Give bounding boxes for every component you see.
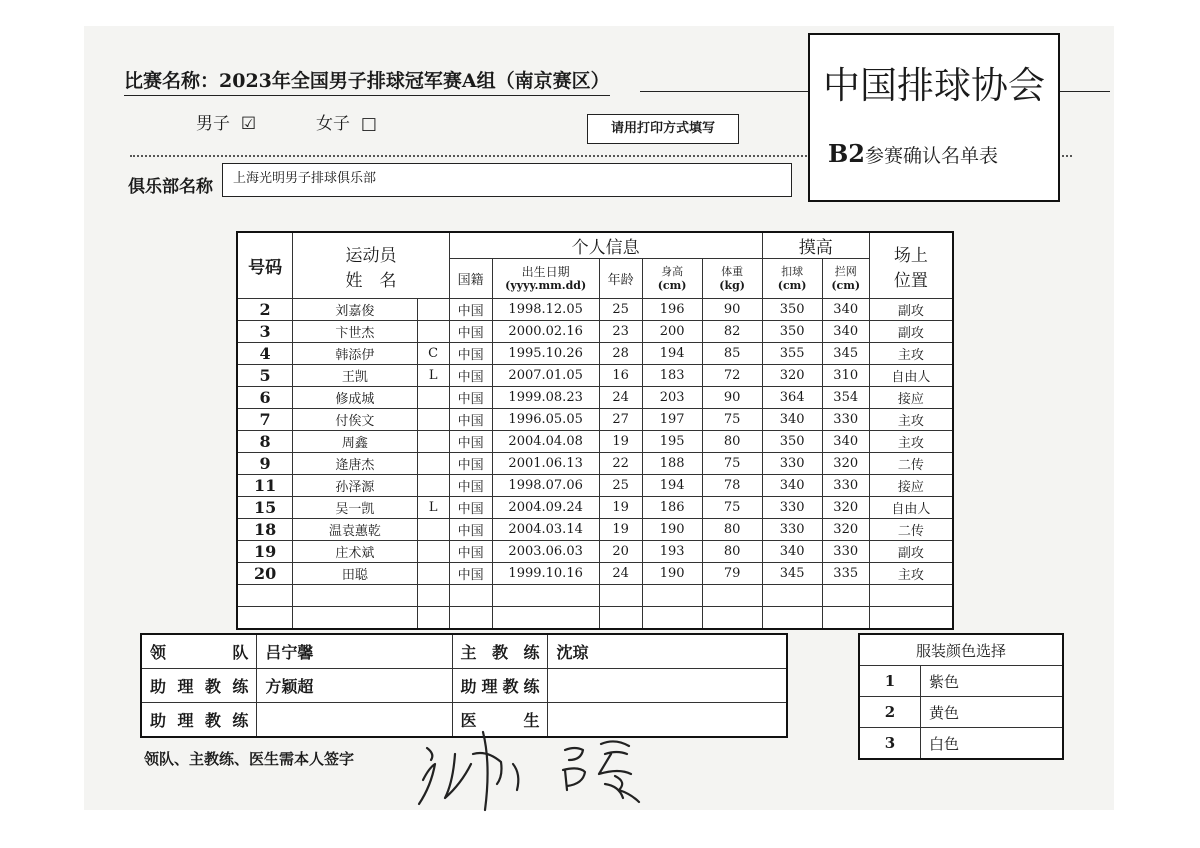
empty-cell bbox=[869, 607, 953, 630]
header-height bbox=[642, 259, 702, 299]
roster-body bbox=[237, 299, 953, 630]
row-nationality: 中国 bbox=[449, 431, 492, 453]
header-personal: 个人信息 bbox=[449, 232, 762, 259]
table-row bbox=[237, 563, 953, 585]
empty-cell bbox=[237, 607, 293, 630]
row-role bbox=[417, 409, 449, 431]
row-height: 195 bbox=[642, 431, 702, 453]
empty-cell bbox=[822, 585, 869, 607]
row-block-reach: 330 bbox=[822, 541, 869, 563]
uniform-option-color: 紫色 bbox=[921, 666, 1064, 697]
row-spike-reach: 350 bbox=[762, 299, 822, 321]
row-number: 4 bbox=[237, 343, 293, 365]
row-nationality: 中国 bbox=[449, 299, 492, 321]
row-name: 修成城 bbox=[293, 387, 417, 409]
row-number: 7 bbox=[237, 409, 293, 431]
row-weight: 75 bbox=[702, 409, 762, 431]
row-age: 16 bbox=[599, 365, 642, 387]
signature-stroke bbox=[419, 764, 435, 804]
empty-cell bbox=[822, 607, 869, 630]
row-birth-date: 1999.08.23 bbox=[492, 387, 599, 409]
header-weight bbox=[702, 259, 762, 299]
row-position: 副攻 bbox=[869, 299, 953, 321]
female-option bbox=[316, 109, 377, 134]
header-birth bbox=[492, 259, 599, 299]
signature-stroke bbox=[427, 748, 432, 760]
empty-cell bbox=[449, 585, 492, 607]
row-nationality: 中国 bbox=[449, 453, 492, 475]
row-birth-date: 1998.12.05 bbox=[492, 299, 599, 321]
row-number: 9 bbox=[237, 453, 293, 475]
club-name-field: 上海光明男子排球俱乐部 bbox=[222, 163, 792, 197]
row-birth-date: 2004.09.24 bbox=[492, 497, 599, 519]
row-nationality: 中国 bbox=[449, 409, 492, 431]
header-nationality: 国籍 bbox=[449, 259, 492, 299]
row-age: 25 bbox=[599, 475, 642, 497]
row-number: 20 bbox=[237, 563, 293, 585]
row-role bbox=[417, 541, 449, 563]
staff-table bbox=[140, 633, 788, 738]
row-number: 8 bbox=[237, 431, 293, 453]
header-athlete-line2: 姓 名 bbox=[345, 270, 397, 291]
uniform-option bbox=[859, 697, 1063, 728]
row-spike-reach: 340 bbox=[762, 541, 822, 563]
row-birth-date: 1995.10.26 bbox=[492, 343, 599, 365]
male-checkbox: ☑ bbox=[240, 114, 257, 134]
row-name: 庄术斌 bbox=[293, 541, 417, 563]
table-row bbox=[237, 497, 953, 519]
empty-cell bbox=[702, 585, 762, 607]
row-spike-reach: 320 bbox=[762, 365, 822, 387]
row-number: 5 bbox=[237, 365, 293, 387]
assistant-coach-label-3: 助理教练 bbox=[141, 703, 257, 738]
leader-label: 领 队 bbox=[141, 634, 257, 669]
row-role bbox=[417, 563, 449, 585]
row-role bbox=[417, 453, 449, 475]
row-position: 主攻 bbox=[869, 431, 953, 453]
row-height: 183 bbox=[642, 365, 702, 387]
uniform-option bbox=[859, 666, 1063, 697]
row-age: 20 bbox=[599, 541, 642, 563]
dotted-separator bbox=[130, 155, 810, 157]
club-label: 俱乐部名称 bbox=[128, 177, 213, 197]
row-name: 温袁蕙乾 bbox=[293, 519, 417, 541]
row-spike-reach: 340 bbox=[762, 409, 822, 431]
empty-cell bbox=[237, 585, 293, 607]
row-birth-date: 1998.07.06 bbox=[492, 475, 599, 497]
row-block-reach: 345 bbox=[822, 343, 869, 365]
header-birth-line1: 出生日期 bbox=[521, 264, 570, 279]
header-age: 年龄 bbox=[599, 259, 642, 299]
row-name: 卞世杰 bbox=[293, 321, 417, 343]
uniform-option bbox=[859, 728, 1063, 760]
row-role bbox=[417, 519, 449, 541]
row-name: 周鑫 bbox=[293, 431, 417, 453]
row-spike-reach: 330 bbox=[762, 453, 822, 475]
empty-cell bbox=[642, 585, 702, 607]
header-spike-line2: (cm) bbox=[777, 278, 807, 292]
row-birth-date: 2007.01.05 bbox=[492, 365, 599, 387]
signature-note: 领队、主教练、医生需本人签字 bbox=[144, 750, 355, 768]
row-birth-date: 1999.10.16 bbox=[492, 563, 599, 585]
header-position-line2: 位置 bbox=[893, 270, 928, 291]
row-name: 韩添伊 bbox=[293, 343, 417, 365]
header-number: 号码 bbox=[237, 232, 293, 299]
row-block-reach: 340 bbox=[822, 431, 869, 453]
row-nationality: 中国 bbox=[449, 475, 492, 497]
signature-stroke bbox=[565, 748, 583, 760]
row-name: 刘嘉俊 bbox=[293, 299, 417, 321]
handwritten-signatures bbox=[405, 724, 665, 812]
row-role bbox=[417, 431, 449, 453]
row-weight: 90 bbox=[702, 299, 762, 321]
form-code: B2 bbox=[828, 139, 865, 168]
header-birth-line2: (yyyy.mm.dd) bbox=[505, 278, 587, 292]
row-weight: 78 bbox=[702, 475, 762, 497]
competition-title bbox=[124, 66, 610, 96]
header-block-line2: (cm) bbox=[831, 278, 861, 292]
row-spike-reach: 330 bbox=[762, 519, 822, 541]
row-weight: 82 bbox=[702, 321, 762, 343]
empty-cell bbox=[293, 585, 417, 607]
row-role bbox=[417, 321, 449, 343]
signature-stroke bbox=[483, 732, 488, 810]
empty-cell bbox=[642, 607, 702, 630]
head-coach-value: 沈琼 bbox=[548, 634, 787, 669]
female-label: 女子 bbox=[316, 114, 350, 134]
row-nationality: 中国 bbox=[449, 497, 492, 519]
uniform-color-table bbox=[858, 633, 1064, 760]
row-block-reach: 340 bbox=[822, 299, 869, 321]
empty-row bbox=[237, 607, 953, 630]
header-position-line1: 场上 bbox=[893, 245, 928, 266]
assistant-coach-value-1: 方颖超 bbox=[257, 669, 452, 703]
row-birth-date: 2003.06.03 bbox=[492, 541, 599, 563]
row-age: 24 bbox=[599, 387, 642, 409]
competition-name: 2023年全国男子排球冠军赛A组（南京赛区） bbox=[219, 70, 610, 92]
empty-cell bbox=[449, 607, 492, 630]
row-spike-reach: 355 bbox=[762, 343, 822, 365]
row-name: 孙泽源 bbox=[293, 475, 417, 497]
row-position: 二传 bbox=[869, 519, 953, 541]
empty-cell bbox=[599, 607, 642, 630]
uniform-option-color: 白色 bbox=[921, 728, 1064, 760]
association-box bbox=[808, 33, 1060, 202]
assistant-coach-label-1: 助理教练 bbox=[141, 669, 257, 703]
row-block-reach: 310 bbox=[822, 365, 869, 387]
header-position bbox=[869, 232, 953, 299]
header-athlete bbox=[293, 232, 449, 299]
signature-stroke bbox=[563, 768, 585, 790]
header-weight-line1: 体重 bbox=[721, 264, 744, 278]
title-rule-right bbox=[1058, 91, 1110, 92]
row-block-reach: 330 bbox=[822, 409, 869, 431]
row-position: 副攻 bbox=[869, 321, 953, 343]
row-number: 2 bbox=[237, 299, 293, 321]
row-block-reach: 354 bbox=[822, 387, 869, 409]
row-height: 186 bbox=[642, 497, 702, 519]
row-weight: 72 bbox=[702, 365, 762, 387]
row-weight: 85 bbox=[702, 343, 762, 365]
empty-cell bbox=[417, 607, 449, 630]
row-weight: 80 bbox=[702, 519, 762, 541]
row-nationality: 中国 bbox=[449, 519, 492, 541]
row-nationality: 中国 bbox=[449, 321, 492, 343]
row-height: 190 bbox=[642, 563, 702, 585]
row-number: 15 bbox=[237, 497, 293, 519]
table-row bbox=[237, 453, 953, 475]
table-row bbox=[237, 519, 953, 541]
table-row bbox=[237, 409, 953, 431]
row-nationality: 中国 bbox=[449, 343, 492, 365]
empty-cell bbox=[492, 585, 599, 607]
assistant-coach-value-2 bbox=[548, 669, 787, 703]
header-block bbox=[822, 259, 869, 299]
row-birth-date: 1996.05.05 bbox=[492, 409, 599, 431]
empty-cell bbox=[293, 607, 417, 630]
row-weight: 75 bbox=[702, 497, 762, 519]
row-height: 194 bbox=[642, 475, 702, 497]
table-row bbox=[237, 299, 953, 321]
doctor-label: 医 生 bbox=[452, 703, 548, 738]
header-block-line1: 拦网 bbox=[834, 264, 857, 278]
male-option bbox=[196, 109, 256, 134]
row-weight: 75 bbox=[702, 453, 762, 475]
table-row bbox=[237, 365, 953, 387]
row-age: 28 bbox=[599, 343, 642, 365]
row-number: 11 bbox=[237, 475, 293, 497]
row-number: 19 bbox=[237, 541, 293, 563]
header-spike bbox=[762, 259, 822, 299]
row-height: 200 bbox=[642, 321, 702, 343]
header-spike-line1: 扣球 bbox=[781, 264, 804, 278]
header-athlete-line1: 运动员 bbox=[345, 245, 397, 266]
row-nationality: 中国 bbox=[449, 541, 492, 563]
empty-cell bbox=[762, 585, 822, 607]
row-role bbox=[417, 299, 449, 321]
row-weight: 79 bbox=[702, 563, 762, 585]
row-spike-reach: 345 bbox=[762, 563, 822, 585]
table-row bbox=[237, 321, 953, 343]
empty-row bbox=[237, 585, 953, 607]
uniform-option-color: 黄色 bbox=[921, 697, 1064, 728]
header-height-line1: 身高 bbox=[661, 264, 684, 278]
row-position: 主攻 bbox=[869, 563, 953, 585]
female-checkbox: □ bbox=[360, 114, 377, 134]
signature-stroke bbox=[513, 764, 518, 790]
empty-cell bbox=[702, 607, 762, 630]
row-spike-reach: 350 bbox=[762, 321, 822, 343]
row-name: 付俟文 bbox=[293, 409, 417, 431]
row-age: 23 bbox=[599, 321, 642, 343]
header-reach: 摸高 bbox=[762, 232, 869, 259]
print-note: 请用打印方式填写 bbox=[587, 114, 739, 144]
row-birth-date: 2001.06.13 bbox=[492, 453, 599, 475]
form-title bbox=[828, 139, 998, 168]
row-age: 19 bbox=[599, 519, 642, 541]
row-age: 19 bbox=[599, 497, 642, 519]
empty-cell bbox=[869, 585, 953, 607]
row-height: 193 bbox=[642, 541, 702, 563]
row-age: 24 bbox=[599, 563, 642, 585]
row-position: 接应 bbox=[869, 387, 953, 409]
row-number: 18 bbox=[237, 519, 293, 541]
row-position: 自由人 bbox=[869, 365, 953, 387]
row-height: 190 bbox=[642, 519, 702, 541]
empty-cell bbox=[599, 585, 642, 607]
header-height-line2: (cm) bbox=[657, 278, 687, 292]
row-height: 203 bbox=[642, 387, 702, 409]
assistant-coach-label-2: 助理教练 bbox=[452, 669, 548, 703]
row-block-reach: 320 bbox=[822, 497, 869, 519]
row-spike-reach: 340 bbox=[762, 475, 822, 497]
row-spike-reach: 364 bbox=[762, 387, 822, 409]
row-role: C bbox=[417, 343, 449, 365]
uniform-option-number: 1 bbox=[859, 666, 921, 697]
association-name: 中国排球协会 bbox=[823, 64, 1045, 107]
row-position: 主攻 bbox=[869, 409, 953, 431]
uniform-options bbox=[859, 666, 1063, 760]
uniform-title: 服装颜色选择 bbox=[859, 634, 1063, 666]
male-label: 男子 bbox=[196, 114, 230, 134]
row-block-reach: 330 bbox=[822, 475, 869, 497]
row-position: 接应 bbox=[869, 475, 953, 497]
row-age: 27 bbox=[599, 409, 642, 431]
uniform-option-number: 3 bbox=[859, 728, 921, 760]
table-row bbox=[237, 431, 953, 453]
row-role: L bbox=[417, 497, 449, 519]
row-height: 188 bbox=[642, 453, 702, 475]
row-name: 王凯 bbox=[293, 365, 417, 387]
row-nationality: 中国 bbox=[449, 387, 492, 409]
signature-stroke bbox=[445, 754, 471, 798]
row-position: 副攻 bbox=[869, 541, 953, 563]
row-role bbox=[417, 387, 449, 409]
uniform-option-number: 2 bbox=[859, 697, 921, 728]
empty-cell bbox=[492, 607, 599, 630]
form-name: 参赛确认名单表 bbox=[864, 145, 998, 167]
row-position: 二传 bbox=[869, 453, 953, 475]
row-block-reach: 320 bbox=[822, 519, 869, 541]
row-age: 19 bbox=[599, 431, 642, 453]
row-spike-reach: 350 bbox=[762, 431, 822, 453]
signature-stroke bbox=[605, 776, 639, 802]
row-age: 22 bbox=[599, 453, 642, 475]
row-role bbox=[417, 475, 449, 497]
dotted-separator-right bbox=[1058, 155, 1072, 157]
row-weight: 80 bbox=[702, 431, 762, 453]
row-spike-reach: 330 bbox=[762, 497, 822, 519]
roster-table bbox=[236, 231, 954, 630]
row-position: 主攻 bbox=[869, 343, 953, 365]
row-age: 25 bbox=[599, 299, 642, 321]
leader-value: 吕宁馨 bbox=[257, 634, 452, 669]
table-row bbox=[237, 541, 953, 563]
header-weight-line2: (kg) bbox=[719, 278, 745, 292]
empty-cell bbox=[417, 585, 449, 607]
row-name: 吴一凯 bbox=[293, 497, 417, 519]
row-weight: 90 bbox=[702, 387, 762, 409]
row-height: 196 bbox=[642, 299, 702, 321]
row-position: 自由人 bbox=[869, 497, 953, 519]
row-block-reach: 340 bbox=[822, 321, 869, 343]
empty-cell bbox=[762, 607, 822, 630]
row-block-reach: 320 bbox=[822, 453, 869, 475]
table-row bbox=[237, 343, 953, 365]
row-height: 197 bbox=[642, 409, 702, 431]
table-row bbox=[237, 387, 953, 409]
title-rule bbox=[640, 91, 808, 92]
row-nationality: 中国 bbox=[449, 365, 492, 387]
row-height: 194 bbox=[642, 343, 702, 365]
table-row bbox=[237, 475, 953, 497]
row-birth-date: 2004.04.08 bbox=[492, 431, 599, 453]
row-number: 3 bbox=[237, 321, 293, 343]
row-nationality: 中国 bbox=[449, 563, 492, 585]
head-coach-label: 主教练 bbox=[452, 634, 548, 669]
row-birth-date: 2004.03.14 bbox=[492, 519, 599, 541]
row-birth-date: 2000.02.16 bbox=[492, 321, 599, 343]
competition-label: 比赛名称： bbox=[124, 70, 220, 92]
row-weight: 80 bbox=[702, 541, 762, 563]
row-role: L bbox=[417, 365, 449, 387]
row-block-reach: 335 bbox=[822, 563, 869, 585]
row-name: 逄唐杰 bbox=[293, 453, 417, 475]
row-number: 6 bbox=[237, 387, 293, 409]
signature-stroke bbox=[599, 741, 631, 774]
row-name: 田聪 bbox=[293, 563, 417, 585]
